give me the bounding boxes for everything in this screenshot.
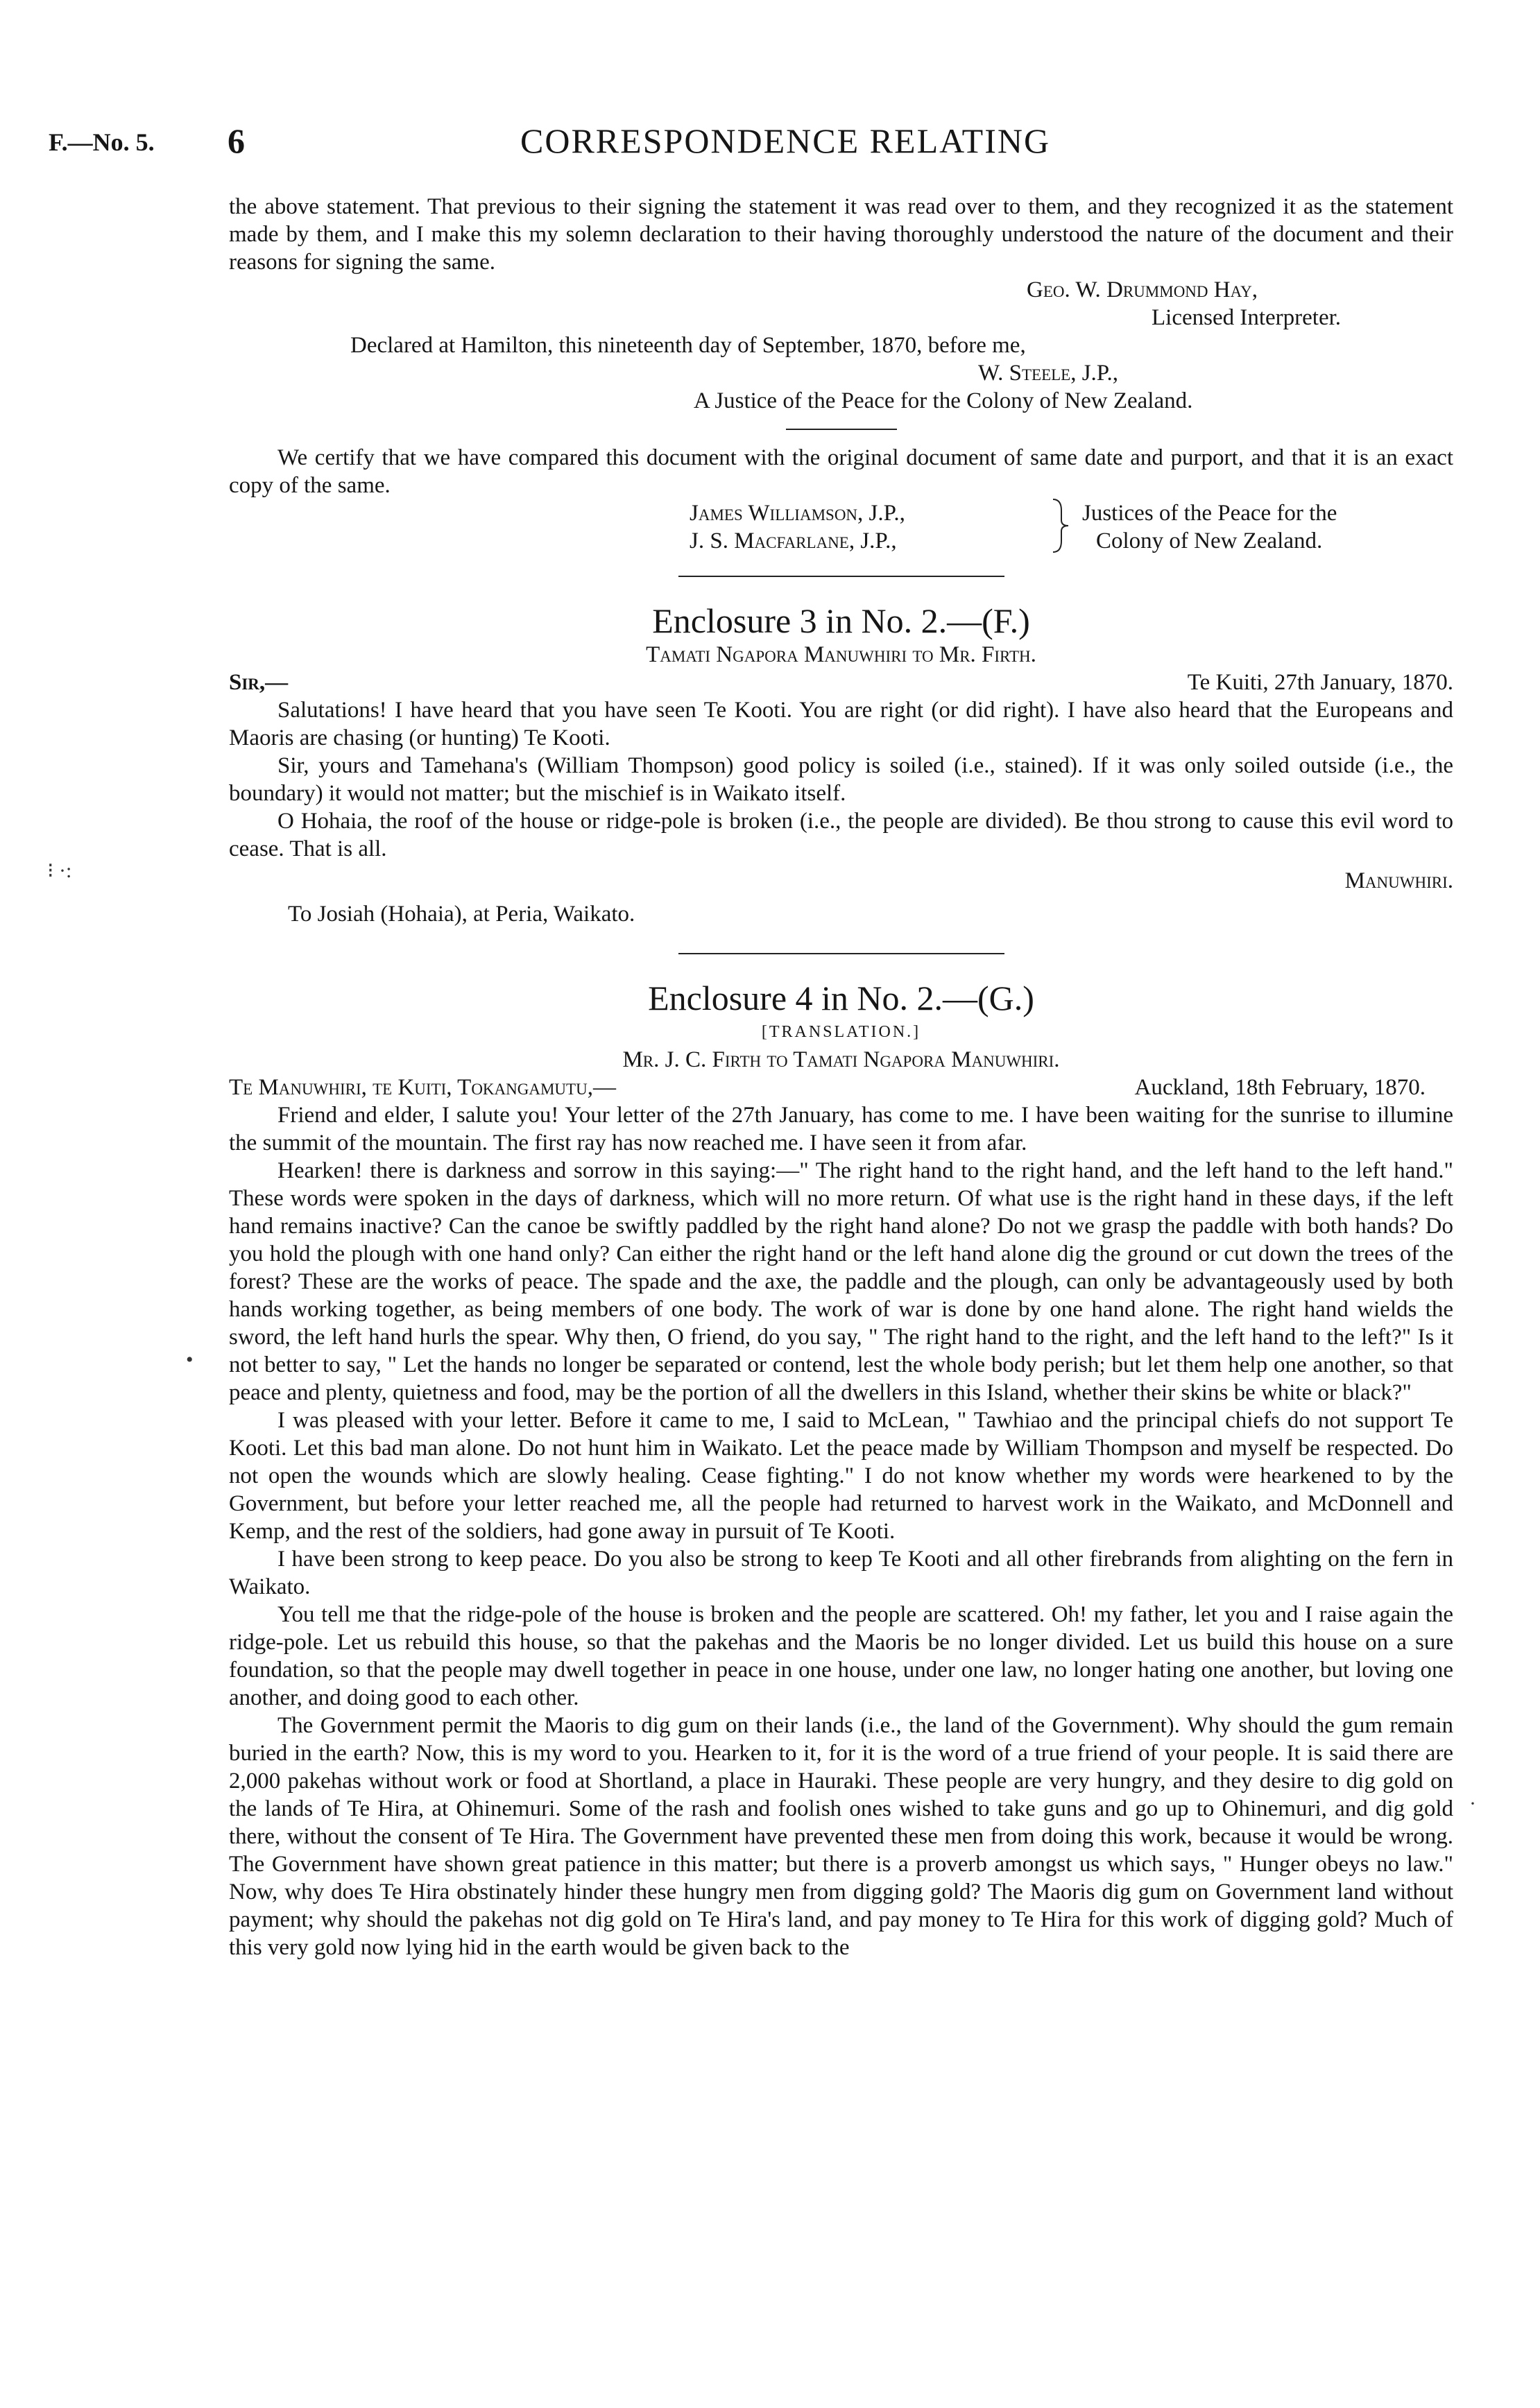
enclosure-3-subtitle: Tamati Ngapora Manuwhiri to Mr. Firth.: [646, 642, 1036, 667]
justices-office-line: Justices of the Peace for the: [1082, 501, 1337, 526]
declaration-section: [229, 193, 1453, 415]
enclosure-4-subtitle: Mr. J. C. Firth to Tamati Ngapora Manuwhiri.: [622, 1047, 1060, 1072]
letter-header-row: [229, 669, 1453, 696]
letter-paragraph: O Hohaia, the roof of the house or ridge-pole is broken (i.e., the people are divided). Be thou strong to cause this evil word to cease. That is all.: [229, 809, 1453, 861]
signer-title: Licensed Interpreter.: [1152, 305, 1342, 330]
salutation: Sir,—: [229, 670, 289, 695]
letter-paragraph: Friend and elder, I salute you! Your letter of the 27th January, has come to me. I have been waiting for the sunrise to illumine the summit of the mountain. The first ray has now reached me. I have seen it from afar.: [229, 1103, 1453, 1155]
margin-bullet: ·: [1469, 1792, 1476, 1815]
section-divider: [678, 576, 1004, 577]
justice-name: James Williamson, J.P.,: [690, 501, 905, 526]
short-divider: [786, 429, 897, 430]
declaration-paragraph: the above statement. That previous to their signing the statement it was read over to them, and they recognized it as the statement made by them, and I make this my solemn declaration to their having thoroughly understood the nature of the document and their reasons for signing the same.: [229, 194, 1453, 275]
enclosure-4: [229, 978, 1453, 1961]
letter-paragraph: Sir, yours and Tamehana's (William Thompson) good policy is soiled (i.e., stained). If it was only soiled outside (i.e., the boundary) it would not matter; but the mischief is in Waikato itself.: [229, 753, 1453, 806]
page-header: [0, 121, 1540, 169]
signer-name: Geo. W. Drummond Hay,: [1027, 277, 1258, 302]
brace-mark: [1047, 497, 1075, 555]
letter-paragraph: The Government permit the Maoris to dig gum on their lands (i.e., the land of the Government). Why should the gum remain buried in the earth? Now, this is my word to you. Hearken to it, for it is the word of a true friend of your people. It is said there are 2,000 pakehas without work or food at Shortland, a place in Hauraki. These people are very hungry, and they desire to dig gold on the lands of Te Hira, at Ohinemuri. Some of the rash and foolish ones wished to take guns and go up to Ohinemuri, and dig gold there, without the consent of Te Hira. The Government have prevented these men from doing this work, because it would be wrong. The Government have shown great patience in this matter; but there is a proverb amongst us which says, " Hunger obeys no law." Now, why does Te Hira obstinately hinder these hungry men from digging gold? The Maoris dig gum on Government land without payment; why should the pakehas not dig gold on Te Hira's land, and pay money to Te Hira for this work of digging gold? Much of this very gold now lying hid in the earth would be given back to the: [229, 1713, 1453, 1960]
page-number: 6: [228, 121, 245, 160]
certification-paragraph: We certify that we have compared this document with the original document of same date and purport, and that it is an exact copy of the same.: [229, 445, 1453, 498]
letter-header-row: [229, 1074, 1453, 1101]
enclosure-4-title: Enclosure 4 in No. 2.—(G.): [648, 979, 1034, 1017]
justices-block: [229, 499, 1453, 555]
letter-paragraph: Salutations! I have heard that you have seen Te Kooti. You are right (or did right). I have also heard that the Europeans and Maoris are chasing (or hunting) Te Kooti.: [229, 698, 1453, 750]
margin-mark: ⁝ ·:: [47, 859, 72, 882]
running-title: CORRESPONDENCE RELATING: [520, 121, 1051, 160]
certification-section: [229, 444, 1453, 555]
place-date: Te Kuiti, 27th January, 1870.: [1187, 670, 1453, 695]
justices-office-line: Colony of New Zealand.: [1096, 528, 1323, 553]
letter-addressee: To Josiah (Hohaia), at Peria, Waikato.: [288, 902, 635, 927]
letter-paragraph: I have been strong to keep peace. Do you also be strong to keep Te Kooti and all other firebrands from alighting on the fern in Waikato.: [229, 1547, 1453, 1599]
declared-line: Declared at Hamilton, this nineteenth day of September, 1870, before me,: [350, 333, 1026, 358]
justice-names: [690, 499, 1050, 555]
letter-paragraph: I was pleased with your letter. Before it came to me, I said to McLean, " Tawhiao and the principal chiefs do not support Te Kooti. Let this bad man alone. Do not hunt him in Waikato. Let the peace made by William Thompson and myself be respected. Do not open the wounds which are slowly healing. Cease fighting." I do not know whether my words were hearkened to by the Government, but before your letter reached me, all the people had returned to harvest work in the Waikato, and McDonnell and Kemp, and the rest of the soldiers, had gone away in pursuit of Te Kooti.: [229, 1408, 1453, 1544]
margin-bullet: •: [186, 1348, 194, 1371]
jp-title: A Justice of the Peace for the Colony of New Zealand.: [694, 388, 1193, 413]
page-body: [229, 193, 1453, 1961]
letter-paragraph: Hearken! there is darkness and sorrow in this saying:—" The right hand to the right hand, and the left hand to the left hand." These words were spoken in the days of darkness, which will no more return. Of what use is the right hand in these days, if the left hand remains inactive? Can the canoe be swiftly paddled by the right hand alone? Do not we grasp the paddle with both hands? Do you hold the plough with one hand only? Can either the right hand or the left hand alone dig the ground or cut down the trees of the forest? These are the works of peace. The spade and the axe, the paddle and the plough, can only be advantageously used by both hands working together, as being members of one body. The work of war is done by one hand alone. The right hand wields the sword, the left hand hurls the spear. Why then, O friend, do you say, " The right hand to the right, and the left hand to the left?" Is it not better to say, " Let the hands no longer be separated or contend, lest the whole body perish; but let them help one another, so that peace and plenty, quietness and food, may be the portion of all the dwellers in this Island, whether their skins be white or black?": [229, 1158, 1453, 1405]
section-divider: [678, 953, 1004, 954]
addressee: Te Manuwhiri, te Kuiti, Tokangamutu,—: [229, 1075, 616, 1100]
justices-office: [1082, 499, 1457, 555]
letter-paragraph: You tell me that the ridge-pole of the house is broken and the people are scattered. Oh! my father, let you and I raise again the ridge-pole. Let us rebuild this house, so that the pakehas and the Maoris be no longer divided. Let us build this house on a sure foundation, so that the people may dwell together in peace in one house, under one law, no longer hating one another, but loving one another, and doing good to each other.: [229, 1602, 1453, 1710]
justice-name: J. S. Macfarlane, J.P.,: [690, 528, 897, 553]
enclosure-3: [229, 601, 1453, 928]
translation-label: [TRANSLATION.]: [761, 1023, 921, 1041]
enclosure-3-title: Enclosure 3 in No. 2.—(F.): [652, 601, 1030, 640]
letter-signature: Manuwhiri.: [1344, 868, 1453, 893]
place-date: Auckland, 18th February, 1870.: [1134, 1075, 1426, 1100]
document-reference: F.—No. 5.: [49, 128, 155, 156]
jp-name: W. Steele, J.P.,: [978, 361, 1119, 386]
